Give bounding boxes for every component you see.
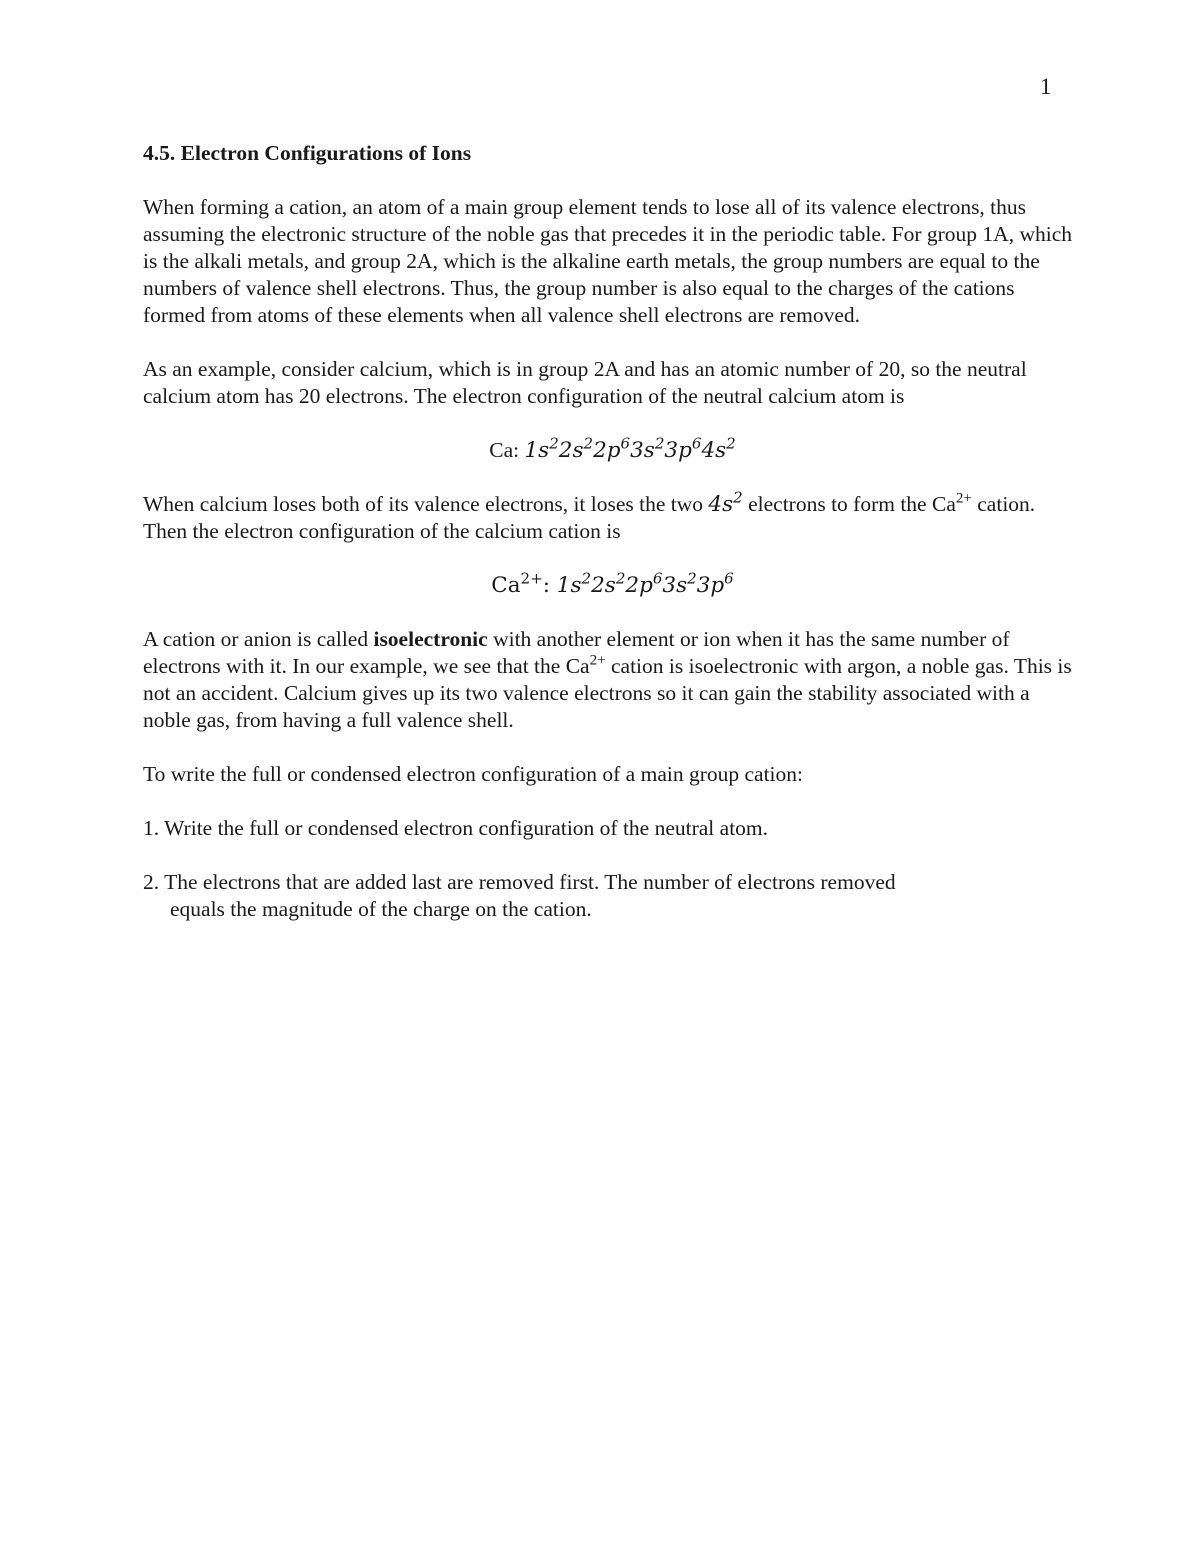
ion-symbol: Ca — [931, 492, 956, 516]
orbital-exponent: 6 — [620, 434, 631, 453]
orbital-exponent: 6 — [691, 434, 702, 453]
orbital-term — [593, 434, 631, 463]
orbital-base: 4s — [701, 438, 727, 463]
text-run: electrons to form the — [742, 492, 932, 516]
orbital-term — [696, 569, 734, 598]
ion-charge: 2+ — [520, 569, 543, 588]
inline-ion — [932, 492, 972, 516]
orbital-term — [630, 434, 665, 463]
list-item — [143, 869, 1078, 923]
orbital-base: 4s — [708, 492, 734, 517]
step-text-continued: equals the magnitude of the charge on the cation. — [170, 897, 592, 921]
step-text: Write the full or condensed electron configuration of the neutral atom. — [164, 816, 769, 840]
orbital-term — [591, 569, 626, 598]
orbital-exponent: 2 — [583, 434, 594, 453]
ion-charge: 2+ — [955, 490, 972, 507]
orbital-term — [558, 434, 594, 463]
orbital-base: 3p — [696, 573, 725, 598]
page-number: 1 — [1040, 74, 1052, 99]
paragraph-cation-formation: When forming a cation, an atom of a main group element tends to lose all of its valence electrons, thus assuming the electronic structure of the noble gas that precedes it in the periodic table. For group 1A, which is the alkali metals, and group 2A, which is the alkaline earth metals, the group numbers are equal to the numbers of valence shell electrons. Thus, the group number is also equal to the charges of the cations formed from atoms of these elements when all valence shell electrons are removed. — [143, 195, 1073, 327]
orbital-exponent: 2 — [581, 569, 592, 588]
orbital-exponent: 2 — [726, 434, 736, 453]
section-title: 4.5. Electron Configurations of Ions — [143, 141, 472, 165]
list-item — [143, 815, 1078, 842]
paragraph-calcium-example: As an example, consider calcium, which is in group 2A and has an atomic number of 20, so the neutral calcium atom has 20 electrons. The electron configuration of the neutral calcium atom is — [143, 357, 1027, 408]
orbital-base: 3s — [630, 438, 655, 463]
text-run: A cation or anion is called — [143, 627, 374, 651]
equation-calcium-cation — [143, 569, 1078, 599]
paragraph-calcium-loses-electrons — [143, 488, 1078, 545]
orbital-term — [625, 569, 663, 598]
orbital-base: 3s — [662, 573, 688, 598]
orbital-term — [664, 434, 702, 463]
text-run: with another element or ion when it has the same number of electrons with it. In our example, we see that the — [143, 627, 1010, 678]
document-body — [143, 140, 1078, 950]
term-isoelectronic: isoelectronic — [373, 627, 488, 651]
ion-symbol: Ca — [491, 573, 521, 598]
equation-neutral-calcium — [143, 434, 1078, 464]
inline-orbital — [708, 488, 743, 517]
orbital-base: 2s — [591, 573, 616, 598]
text-run: cation is isoelectronic with argon, a noble gas. This is not an accident. Calcium gives up its two valence electrons so it can gain the stability associated with a noble gas, from having a full valence shell. — [143, 654, 1072, 732]
orbital-base: 2p — [625, 573, 653, 598]
orbital-base: 1s — [556, 573, 582, 598]
equation-colon: : — [542, 573, 557, 598]
step-number: 1. — [143, 816, 160, 840]
equation-label: Ca: — [489, 438, 525, 462]
orbital-term — [701, 434, 736, 463]
equation-ion-label — [491, 569, 557, 598]
orbital-exponent: 2 — [549, 434, 559, 453]
orbital-exponent: 6 — [652, 569, 663, 588]
orbital-term — [662, 569, 697, 598]
orbital-exponent: 2 — [615, 569, 626, 588]
equation-terms — [556, 569, 734, 598]
inline-ion — [566, 654, 606, 678]
ion-symbol: Ca — [565, 654, 590, 678]
orbital-exponent: 2 — [687, 569, 697, 588]
equation-terms — [524, 434, 736, 463]
text-run: When calcium loses both of its valence electrons, it loses the two — [143, 492, 709, 516]
text-run: cation. Then the electron configuration of the calcium cation is — [143, 492, 1036, 543]
orbital-exponent: 2 — [654, 434, 665, 453]
orbital-base: 3p — [664, 438, 692, 463]
paragraph-procedure-intro: To write the full or condensed electron configuration of a main group cation: — [143, 762, 804, 786]
orbital-base: 2p — [593, 438, 621, 463]
orbital-exponent: 6 — [724, 569, 734, 588]
orbital-base: 1s — [524, 438, 550, 463]
paragraph-isoelectronic — [143, 626, 1078, 734]
orbital-exponent: 2 — [733, 488, 743, 507]
step-text: The electrons that are added last are removed first. The number of electrons removed — [164, 870, 896, 894]
orbital-base: 2s — [558, 438, 584, 463]
orbital-term — [524, 434, 559, 463]
step-number: 2. — [143, 870, 160, 894]
orbital-term — [556, 569, 592, 598]
ion-charge: 2+ — [589, 652, 606, 669]
